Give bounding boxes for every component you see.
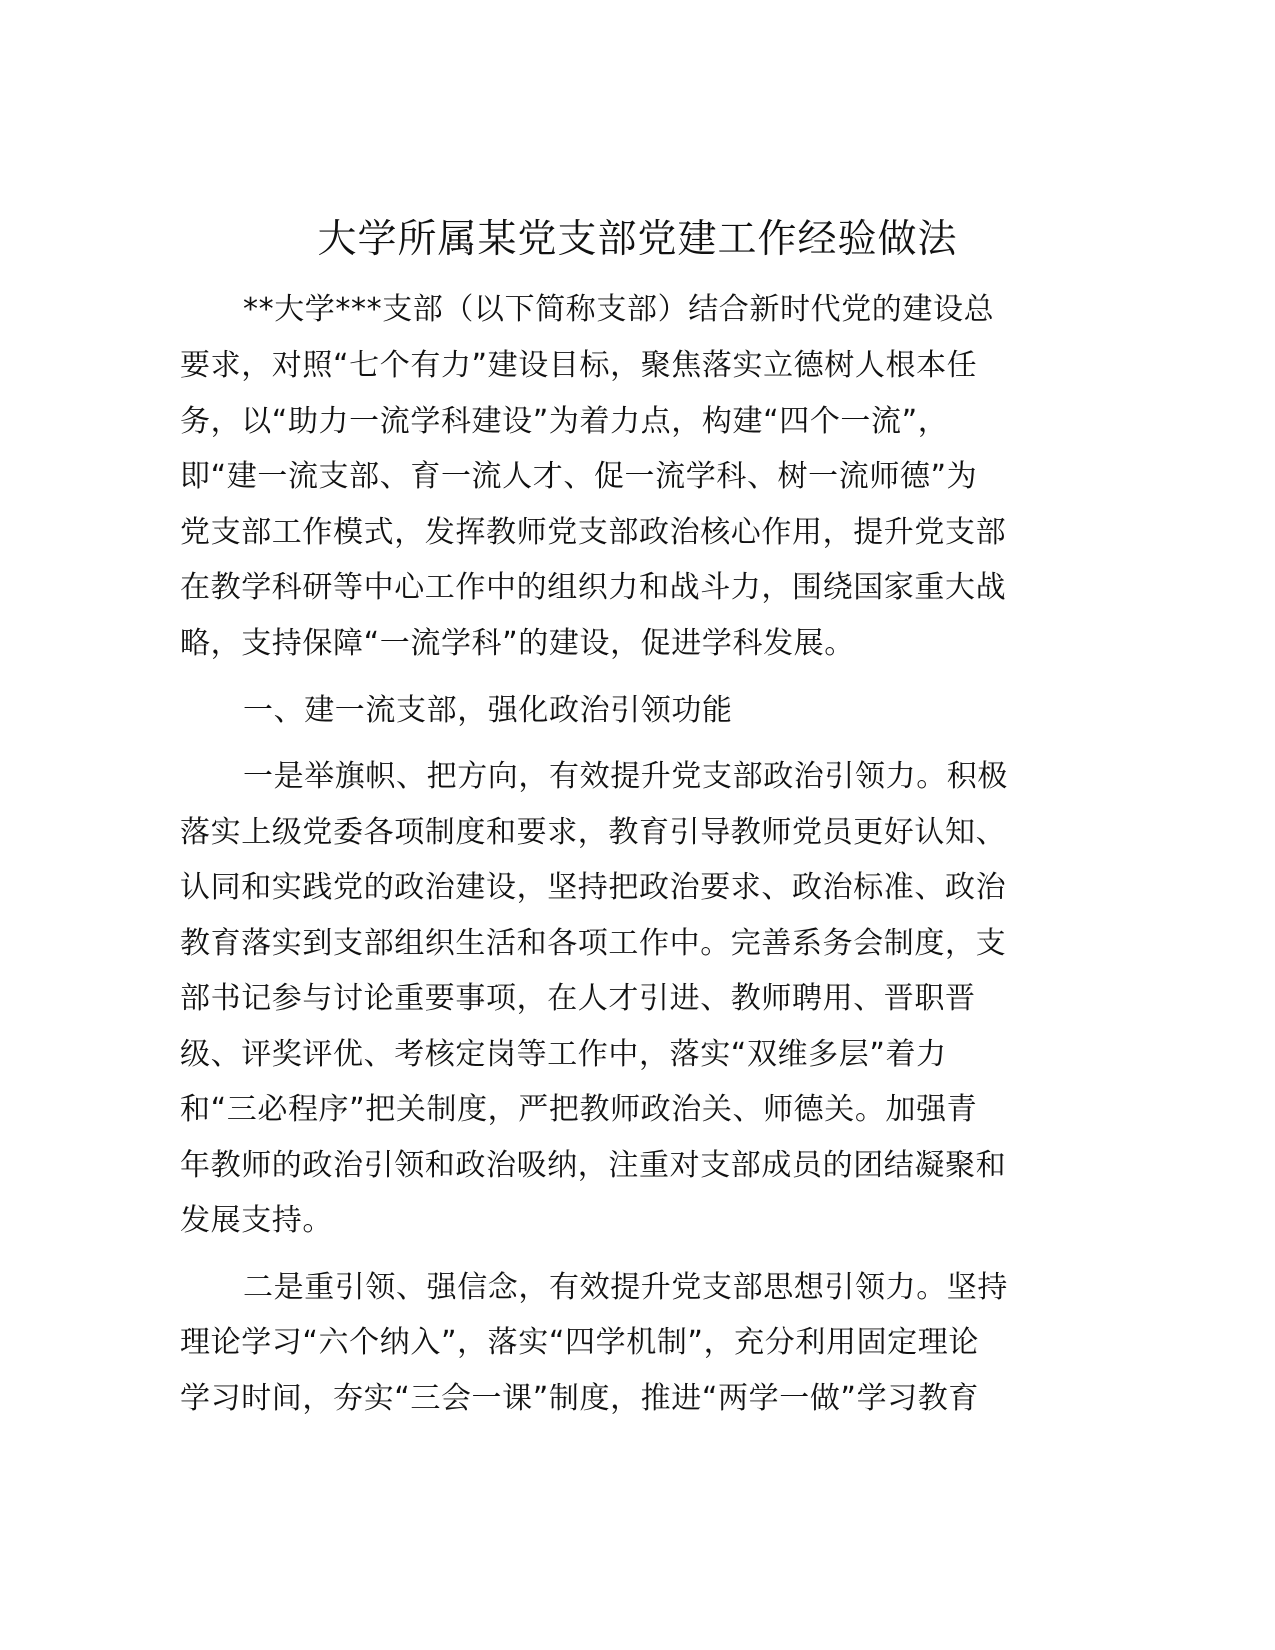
paragraph-intro-line-1: **大学***支部（以下简称支部）结合新时代党的建设总 [243,292,995,327]
paragraph-1-line-5: 部书记参与讨论重要事项，在人才引进、教师聘用、晋职晋 [180,981,976,1016]
paragraph-intro-line-5: 党支部工作模式，发挥教师党支部政治核心作用，提升党支部 [180,515,1007,550]
paragraph-intro-line-4: 即“建一流支部、育一流人才、促一流学科、树一流师德”为 [180,459,978,494]
paragraph-2-line-1: 二是重引领、强信念，有效提升党支部思想引领力。坚持 [243,1270,1008,1305]
paragraph-1-line-2: 落实上级党委各项制度和要求，教育引导教师党员更好认知、 [180,815,1007,850]
paragraph-intro-line-3: 务，以“助力一流学科建设”为着力点，构建“四个一流”， [180,404,949,439]
paragraph-1-line-8: 年教师的政治引领和政治吸纳，注重对支部成员的团结凝聚和 [180,1148,1007,1183]
paragraph-1-line-1: 一是举旗帜、把方向，有效提升党支部政治引领力。积极 [243,759,1008,794]
paragraph-1-line-3: 认同和实践党的政治建设，坚持把政治要求、政治标准、政治 [180,870,1007,905]
paragraph-1-line-4: 教育落实到支部组织生活和各项工作中。完善系务会制度，支 [180,926,1007,961]
paragraph-2-line-3: 学习时间，夯实“三会一课”制度，推进“两学一做”学习教育 [180,1381,979,1416]
paragraph-2-line-2: 理论学习“六个纳入”，落实“四学机制”，充分利用固定理论 [180,1325,979,1360]
paragraph-intro-line-6: 在教学科研等中心工作中的组织力和战斗力，围绕国家重大战 [180,570,1007,605]
paragraph-intro-line-7: 略，支持保障“一流学科”的建设，促进学科发展。 [180,626,855,661]
paragraph-1-line-9: 发展支持。 [180,1203,333,1238]
paragraph-1-line-6: 级、评奖评优、考核定岗等工作中，落实“双维多层”着力 [180,1037,947,1072]
document-title: 大学所属某党支部党建工作经验做法 [317,217,958,262]
paragraph-intro-line-2: 要求，对照“七个有力”建设目标，聚焦落实立德树人根本任 [180,348,978,383]
section-heading-1: 一、建一流支部，强化政治引领功能 [243,693,733,728]
paragraph-1-line-7: 和“三必程序”把关制度，严把教师政治关、师德关。加强青 [180,1092,978,1127]
